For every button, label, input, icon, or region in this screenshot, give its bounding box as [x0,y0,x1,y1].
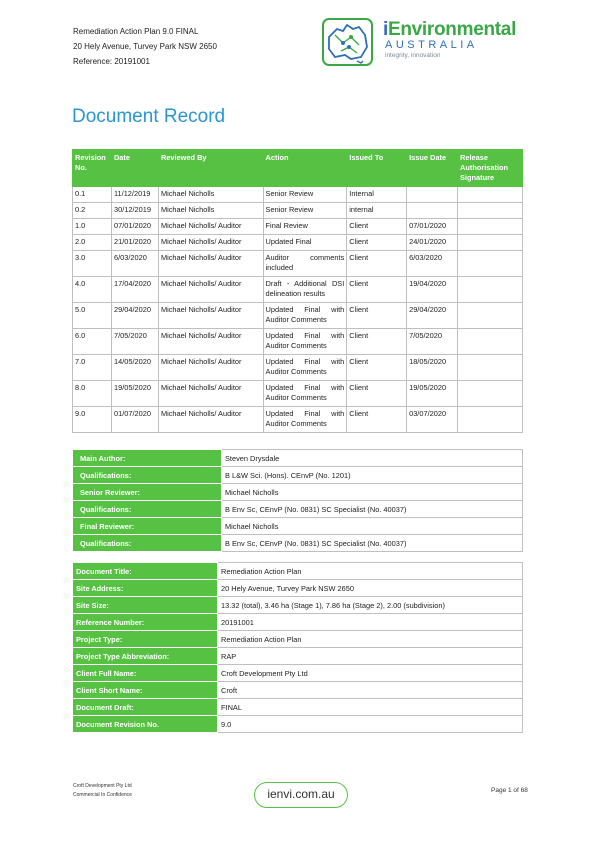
footer-company: Croft Development Pty Ltd [73,783,132,789]
logo-brand [383,19,516,41]
kv-label: Reference Number: [73,614,218,631]
table-cell: Client [347,303,407,329]
table-cell: Michael Nicholls/ Auditor [158,219,263,235]
table-cell: Updated Final with Auditor Comments [263,381,347,407]
table-cell: 6/03/2020 [407,251,458,277]
table-cell: 7/05/2020 [111,329,158,355]
table-cell: internal [347,203,407,219]
table-cell: 9.0 [73,407,112,433]
column-header: Action [263,150,347,187]
table-cell [407,187,458,203]
logo-tagline: integrity, innovation [385,52,441,59]
kv-value: Croft Development Pty Ltd [218,665,523,682]
table-cell: 2.0 [73,235,112,251]
header-address: 20 Hely Avenue, Turvey Park NSW 2650 [73,42,217,51]
kv-value: RAP [218,648,523,665]
kv-row [73,450,523,467]
table-cell [458,203,523,219]
kv-value: Steven Drysdale [222,450,523,467]
table-cell: Senior Review [263,187,347,203]
table-cell: Client [347,355,407,381]
kv-value: 9.0 [218,716,523,733]
table-cell: 11/12/2019 [111,187,158,203]
table-cell: Internal [347,187,407,203]
table-cell [407,203,458,219]
column-header: Revision No. [73,150,112,187]
logo-brand-i: i [383,19,388,40]
table-row [73,355,523,381]
column-header: Issue Date [407,150,458,187]
table-cell: Client [347,219,407,235]
kv-value: 20191001 [218,614,523,631]
kv-value: Michael Nicholls [222,518,523,535]
table-cell: Updated Final [263,235,347,251]
table-row [73,303,523,329]
table-cell: Updated Final with Auditor Comments [263,329,347,355]
table-cell: Final Review [263,219,347,235]
table-cell: Michael Nicholls [158,187,263,203]
kv-row [73,631,523,648]
footer-confidential: Commercial In Confidence [73,792,132,798]
table-cell: 1.0 [73,219,112,235]
kv-label: Site Size: [73,597,218,614]
table-cell [458,355,523,381]
table-cell: Michael Nicholls [158,203,263,219]
kv-row [73,682,523,699]
kv-label: Qualifications: [73,535,222,552]
kv-value: Remediation Action Plan [218,631,523,648]
kv-label: Document Title: [73,563,218,580]
kv-row [73,699,523,716]
table-cell [458,303,523,329]
table-cell: Senior Review [263,203,347,219]
table-cell: 19/05/2020 [111,381,158,407]
kv-label: Site Address: [73,580,218,597]
table-cell: 07/01/2020 [407,219,458,235]
table-cell: 03/07/2020 [407,407,458,433]
table-cell: 8.0 [73,381,112,407]
kv-label: Document Revision No. [73,716,218,733]
document-details-table [72,562,523,733]
table-cell: Client [347,329,407,355]
table-cell: Michael Nicholls/ Auditor [158,251,263,277]
table-cell: 24/01/2020 [407,235,458,251]
kv-label: Project Type: [73,631,218,648]
kv-label: Senior Reviewer: [73,484,222,501]
kv-value: Croft [218,682,523,699]
table-cell: 14/05/2020 [111,355,158,381]
kv-row [73,518,523,535]
footer-website-link[interactable]: ienvi.com.au [254,782,348,808]
table-cell: 01/07/2020 [111,407,158,433]
kv-label: Client Short Name: [73,682,218,699]
table-cell: Michael Nicholls/ Auditor [158,381,263,407]
table-row [73,329,523,355]
kv-value: Michael Nicholls [222,484,523,501]
authors-table [72,449,523,552]
table-cell: Client [347,277,407,303]
table-cell: 0.1 [73,187,112,203]
kv-row [73,597,523,614]
kv-value: B L&W Sci. (Hons). CEnvP (No. 1201) [222,467,523,484]
table-cell: 7/05/2020 [407,329,458,355]
kv-label: Project Type Abbreviation: [73,648,218,665]
table-cell: Client [347,251,407,277]
table-cell: Michael Nicholls/ Auditor [158,277,263,303]
kv-value: 13.32 (total), 3.46 ha (Stage 1), 7.86 ha (Stage 2), 2.00 (subdivision) [218,597,523,614]
kv-value: Remediation Action Plan [218,563,523,580]
table-cell [458,329,523,355]
document-record-table [72,149,523,433]
kv-row [73,563,523,580]
table-row [73,187,523,203]
table-cell [458,381,523,407]
table-cell: 19/05/2020 [407,381,458,407]
kv-label: Final Reviewer: [73,518,222,535]
table-cell: 6.0 [73,329,112,355]
kv-label: Qualifications: [73,467,222,484]
table-cell: 17/04/2020 [111,277,158,303]
column-header: Release Authorisation Signature [458,150,523,187]
column-header: Date [111,150,158,187]
table-row [73,407,523,433]
table-cell: 0.2 [73,203,112,219]
kv-value: 20 Hely Avenue, Turvey Park NSW 2650 [218,580,523,597]
kv-value: B Env Sc, CEnvP (No. 0831) SC Specialist (No. 40037) [222,535,523,552]
column-header: Reviewed By [158,150,263,187]
table-cell [458,251,523,277]
kv-row [73,467,523,484]
footer-left [73,782,132,800]
table-cell: 07/01/2020 [111,219,158,235]
table-cell: Michael Nicholls/ Auditor [158,303,263,329]
table-cell: Updated Final with Auditor Comments [263,303,347,329]
table-cell: 4.0 [73,277,112,303]
table-cell: Updated Final with Auditor Comments [263,407,347,433]
company-logo [321,17,531,69]
table-cell: Michael Nicholls/ Auditor [158,407,263,433]
table-cell: 18/05/2020 [407,355,458,381]
kv-label: Client Full Name: [73,665,218,682]
kv-value: B Env Sc, CEnvP (No. 0831) SC Specialist (No. 40037) [222,501,523,518]
kv-row [73,535,523,552]
table-row [73,235,523,251]
table-cell: Michael Nicholls/ Auditor [158,355,263,381]
logo-sub: AUSTRALIA [385,39,478,51]
table-cell: 6/03/2020 [111,251,158,277]
table-cell: 29/04/2020 [407,303,458,329]
table-cell [458,219,523,235]
page-number: Page 1 of 68 [491,787,528,794]
table-cell: Client [347,235,407,251]
column-header: Issued To [347,150,407,187]
table-row [73,381,523,407]
kv-row [73,716,523,733]
table-row [73,219,523,235]
table-cell: Client [347,381,407,407]
table-cell: 7.0 [73,355,112,381]
header-reference: Reference: 20191001 [73,57,150,66]
table-row [73,277,523,303]
logo-brand-rest: Environmental [387,19,517,40]
kv-label: Document Draft: [73,699,218,716]
table-cell: Client [347,407,407,433]
table-cell: Michael Nicholls/ Auditor [158,235,263,251]
table-cell: 3.0 [73,251,112,277]
table-cell [458,277,523,303]
kv-row [73,614,523,631]
table-cell: Auditor comments included [263,251,347,277]
table-cell [458,187,523,203]
table-cell: Draft - Additional DSI delineation results [263,277,347,303]
kv-row [73,580,523,597]
kv-row [73,501,523,518]
table-row [73,251,523,277]
kv-row [73,665,523,682]
kv-row [73,648,523,665]
kv-label: Main Author: [73,450,222,467]
table-cell: 29/04/2020 [111,303,158,329]
table-cell: Updated Final with Auditor Comments [263,355,347,381]
table-cell [458,407,523,433]
table-row [73,203,523,219]
table-cell: Michael Nicholls/ Auditor [158,329,263,355]
australia-map-icon [321,17,374,67]
header-title: Remediation Action Plan 9.0 FINAL [73,27,199,36]
table-cell: 5.0 [73,303,112,329]
table-cell: 30/12/2019 [111,203,158,219]
document-header [73,24,217,69]
record-table-header [73,150,523,187]
kv-label: Qualifications: [73,501,222,518]
table-cell: 19/04/2020 [407,277,458,303]
table-cell [458,235,523,251]
kv-row [73,484,523,501]
page-title: Document Record [72,106,226,127]
kv-value: FINAL [218,699,523,716]
table-cell: 21/01/2020 [111,235,158,251]
